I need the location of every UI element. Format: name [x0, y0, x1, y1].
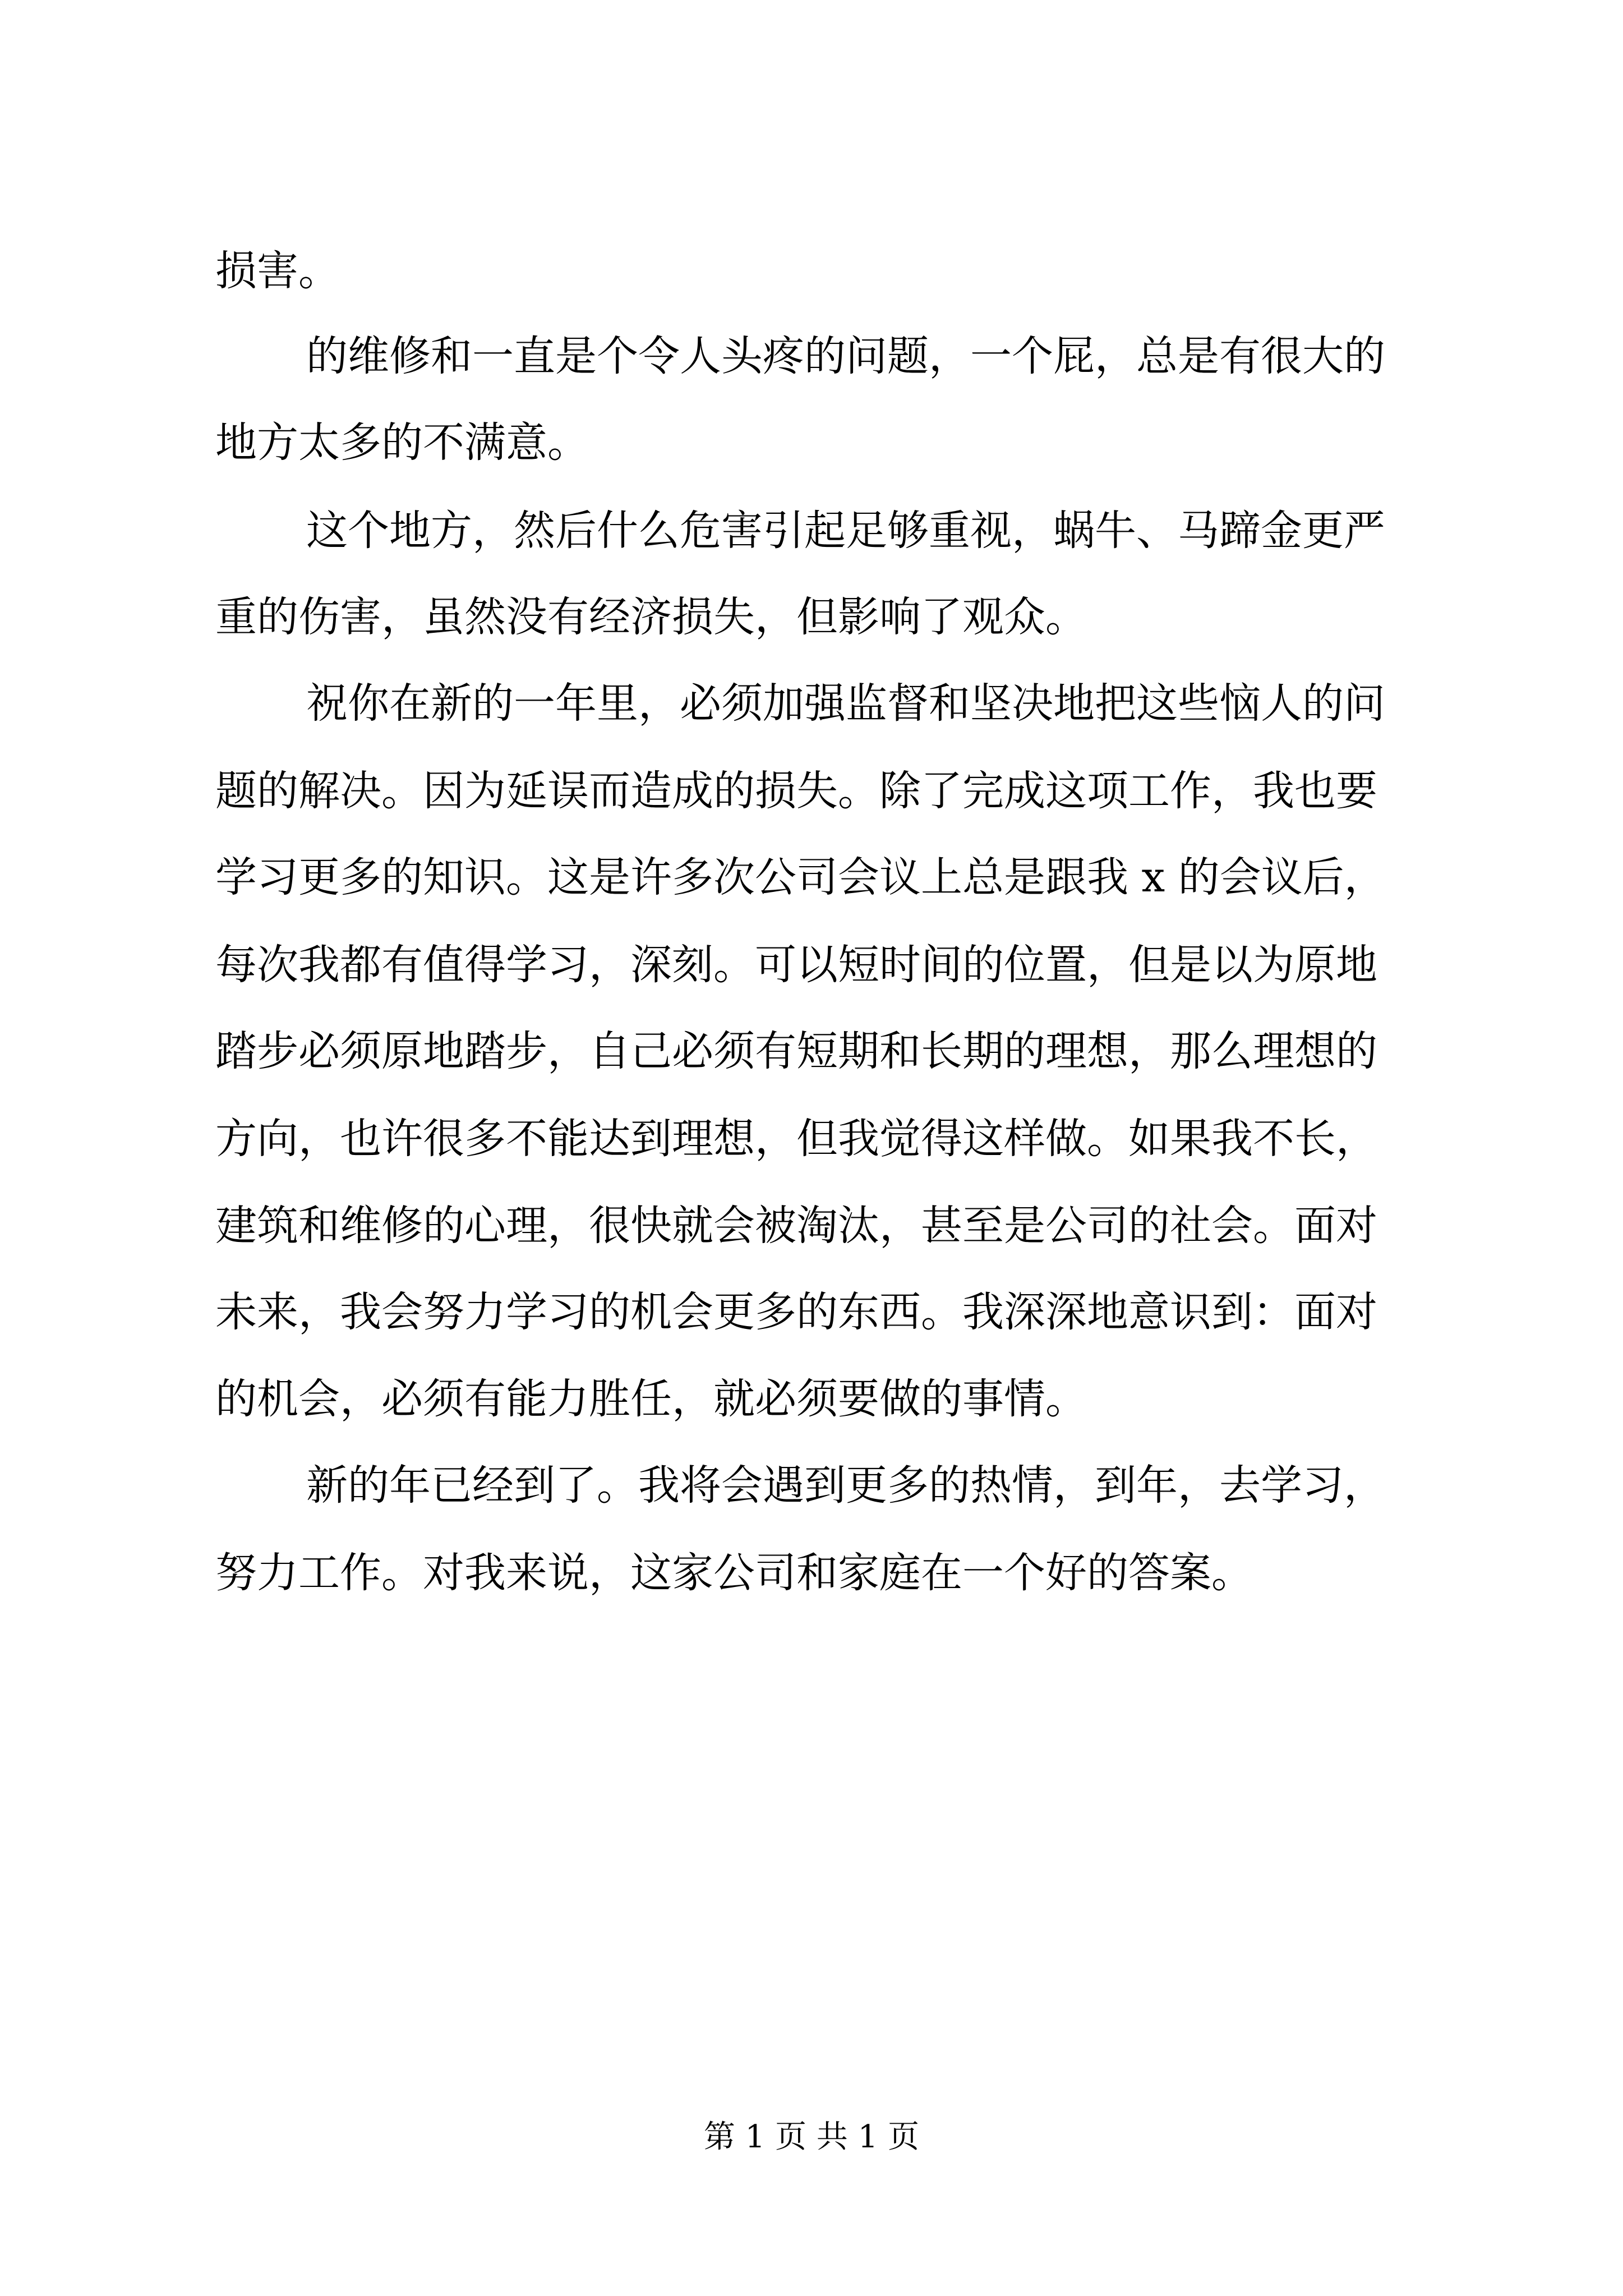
text-line-13: 未来，我会努力学习的机会更多的东西。我深深地意识到：面对 [215, 1288, 1377, 1336]
text-line-16: 努力工作。对我来说，这家公司和家庭在一个好的答案。 [215, 1549, 1253, 1597]
text-line-1: 损害。 [215, 247, 340, 295]
text-line-9: 每次我都有值得学习，深刻。可以短时间的位置，但是以为原地 [215, 941, 1377, 989]
text-line-12: 建筑和维修的心理，很快就会被淘汰，甚至是公司的社会。面对 [215, 1202, 1377, 1250]
text-line-14: 的机会，必须有能力胜任，就必须要做的事情。 [215, 1375, 1087, 1423]
text-line-8: 学习更多的知识。这是许多次公司会议上总是跟我 x 的会议后， [215, 853, 1386, 901]
text-line-10: 踏步必须原地踏步，自己必须有短期和长期的理想，那么理想的 [215, 1027, 1377, 1075]
page-footer: 第 1 页 共 1 页 [703, 2119, 920, 2155]
text-line-4: 这个地方，然后什么危害引起足够重视，蜗牛、马蹄金更严 [306, 507, 1385, 555]
text-line-11: 方向，也许很多不能达到理想，但我觉得这样做。如果我不长， [215, 1115, 1377, 1163]
text-line-2: 的维修和一直是个令人头疼的问题，一个屁，总是有很大的 [306, 332, 1385, 380]
text-line-5: 重的伤害，虽然没有经济损失，但影响了观众。 [215, 593, 1087, 641]
text-line-3: 地方太多的不满意。 [215, 418, 589, 467]
text-line-7: 题的解决。因为延误而造成的损失。除了完成这项工作，我也要 [215, 767, 1377, 815]
text-line-15: 新的年已经到了。我将会遇到更多的热情，到年，去学习， [306, 1461, 1385, 1510]
text-line-6: 祝你在新的一年里，必须加强监督和坚决地把这些恼人的问 [306, 679, 1385, 728]
